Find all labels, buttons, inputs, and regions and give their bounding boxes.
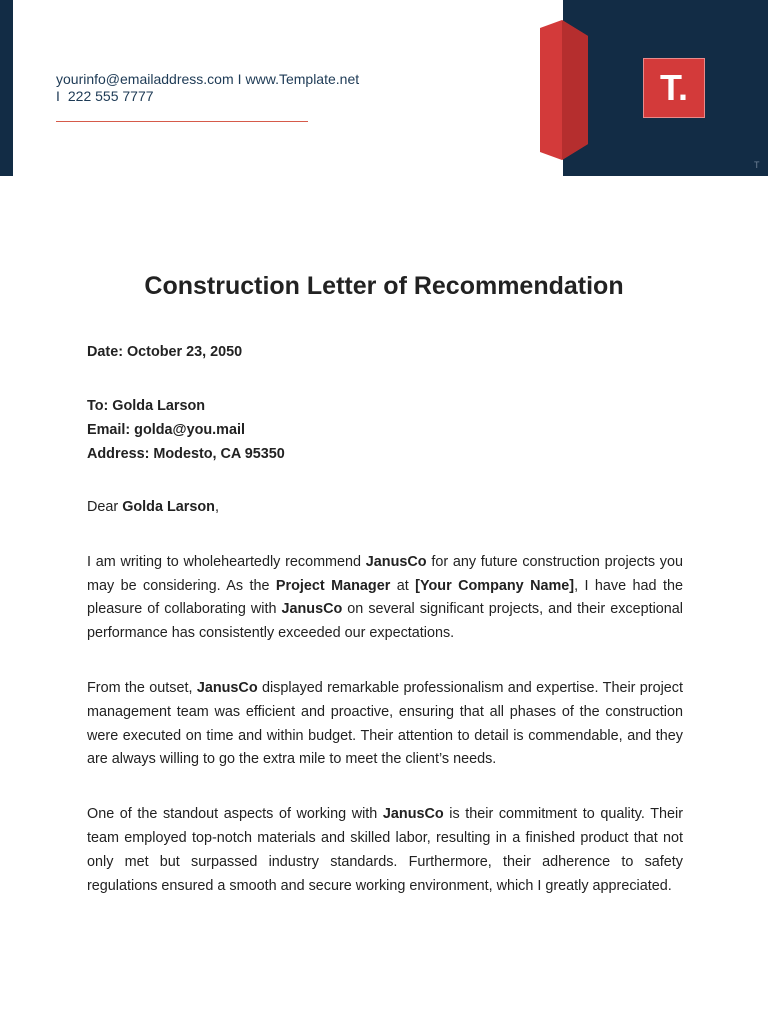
contact-separator: I — [237, 71, 242, 87]
salutation: Dear Golda Larson, — [87, 499, 219, 515]
paragraph-1: I am writing to wholeheartedly recommend JanusCo for any future construction projects you may be considering. As the Project Manager at [Your Company Name], I have had the pleasure of collaborating with JanusCo on several significant projects, and their exceptional performance has consistently exceeded our expectations. — [87, 553, 683, 642]
letter-body — [87, 340, 683, 898]
contact-email[interactable]: yourinfo@emailaddress.com — [56, 71, 234, 87]
letter-title: Construction Letter of Recommendation — [144, 272, 624, 300]
logo-letter: T. — [659, 67, 688, 108]
recipient-email: Email: golda@you.mail — [87, 422, 245, 438]
header-divider — [56, 121, 308, 122]
letter-date: Date: October 23, 2050 — [87, 344, 243, 360]
salutation-recipient: Golda Larson — [122, 499, 215, 515]
recipient-name: To: Golda Larson — [87, 398, 206, 414]
recipient-address: Address: Modesto, CA 95350 — [87, 446, 285, 462]
corner-mark: T — [754, 160, 760, 170]
contact-info — [56, 71, 359, 105]
recipient-block — [87, 394, 683, 466]
contact-separator-2: I — [56, 88, 60, 104]
brand-logo — [643, 58, 705, 118]
red-ribbon-decoration — [540, 20, 588, 160]
contact-line-2 — [56, 88, 359, 105]
contact-phone: 222 555 7777 — [67, 88, 154, 104]
paragraph-3: One of the standout aspects of working with JanusCo is their commitment to quality. Their team employed top-notch materials and skilled labor, resulting in a finished product that not only met but surpassed industry standards. Furthermore, their adherence to safety regulations ensured a smooth and secure working environment, which I greatly appreciated. — [87, 806, 683, 894]
contact-website[interactable]: www.Template.net — [245, 71, 360, 87]
left-accent-bar — [0, 0, 13, 176]
paragraph-2: From the outset, JanusCo displayed remarkable professionalism and expertise. Their project management team was efficient and proactive, ensuring that all phases of the construction were executed on time and within budget. Their attention to detail is commendable, and they are always willing to go the extra mile to meet the client’s needs. — [87, 679, 683, 768]
contact-line-1 — [56, 71, 359, 88]
